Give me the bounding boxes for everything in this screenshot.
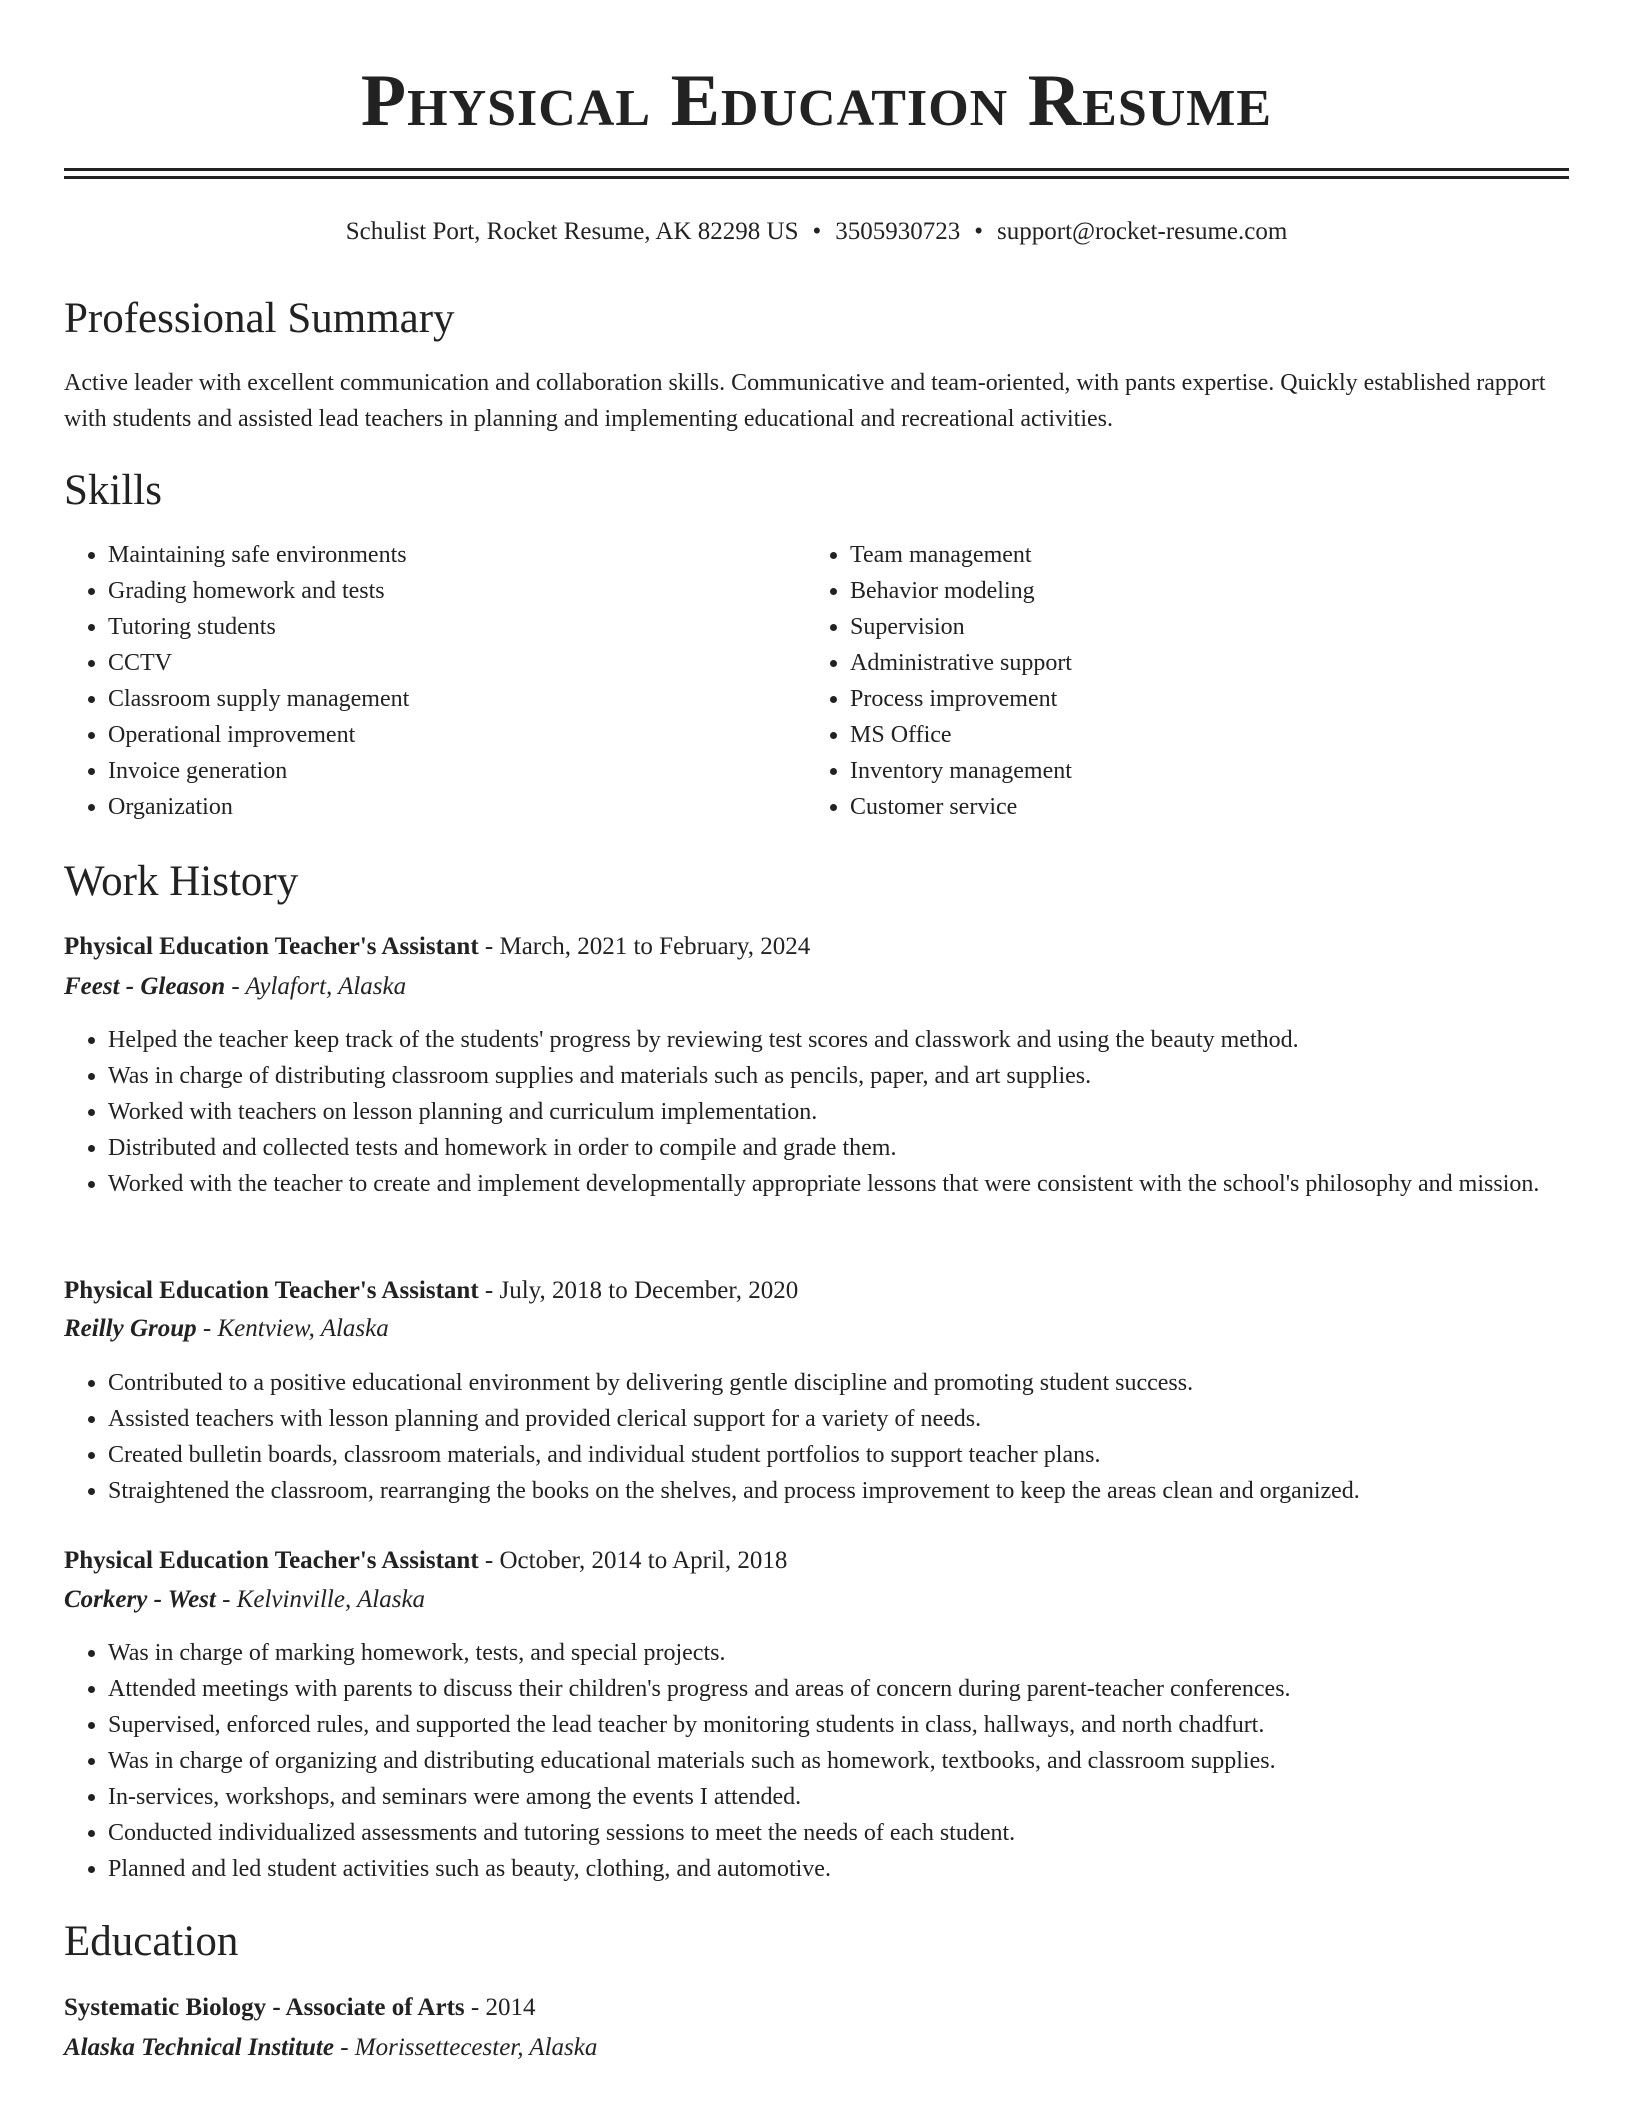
contact-email: support@rocket-resume.com (997, 218, 1288, 245)
job-title-line: Physical Education Teacher's Assistant - October, 2014 to April, 2018 (64, 1547, 788, 1574)
job-bullet: • Planned and led student activities such as beauty, clothing, and automotive. (108, 1851, 1569, 1887)
skills-heading: Skills (64, 467, 162, 514)
skill-item: • Customer service (850, 789, 1550, 825)
contact-separator: • (812, 218, 822, 245)
job-bullet: • Created bulletin boards, classroom materials, and individual student portfolios to support teacher plans. (108, 1437, 1569, 1473)
employer-location: Kelvinville, Alaska (236, 1586, 426, 1613)
job-bullet: • Was in charge of marking homework, tests, and special projects. (108, 1635, 1569, 1671)
job-bullets (64, 1022, 1569, 1202)
job-title-line: Physical Education Teacher's Assistant - March, 2021 to February, 2024 (64, 933, 811, 960)
employer-location: Aylafort, Alaska (245, 973, 407, 1000)
skill-item: • Supervision (850, 609, 1550, 645)
job-bullet: • Conducted individualized assessments and tutoring sessions to meet the needs of each student. (108, 1815, 1569, 1851)
skill-item: • Grading homework and tests (108, 573, 808, 609)
skill-item: • Behavior modeling (850, 573, 1550, 609)
job-bullet: • In-services, workshops, and seminars were among the events I attended. (108, 1779, 1569, 1815)
employer-line: Corkery - West - Kelvinville, Alaska (64, 1586, 426, 1613)
job-bullets (64, 1365, 1569, 1509)
employer-location: Kentview, Alaska (217, 1315, 389, 1342)
summary-heading: Professional Summary (64, 295, 455, 342)
employer-name: Reilly Group (64, 1315, 197, 1342)
skill-item: • Process improvement (850, 681, 1550, 717)
contact-line (64, 214, 1569, 250)
employer-line: Reilly Group - Kentview, Alaska (64, 1315, 389, 1342)
job-dates: October, 2014 to April, 2018 (499, 1547, 788, 1574)
contact-address: Schulist Port, Rocket Resume, AK 82298 US (345, 218, 799, 245)
contact-phone: 3505930723 (835, 218, 961, 245)
skill-item: • Organization (108, 789, 808, 825)
employer-name: Feest - Gleason (64, 973, 226, 1000)
job-bullet: • Helped the teacher keep track of the students' progress by reviewing test scores and classwork and using the beauty method. (108, 1022, 1569, 1058)
skills-list-right (806, 537, 1550, 825)
skill-item: • MS Office (850, 717, 1550, 753)
education-location: Morissettecester, Alaska (354, 2034, 598, 2061)
skill-item: • Inventory management (850, 753, 1550, 789)
skill-item: • Maintaining safe environments (108, 537, 808, 573)
job-bullet: • Distributed and collected tests and homework in order to compile and grade them. (108, 1130, 1569, 1166)
job-bullet: • Worked with teachers on lesson planning and curriculum implementation. (108, 1094, 1569, 1130)
education-year: 2014 (485, 1994, 536, 2021)
summary-text: Active leader with excellent communication and collaboration skills. Communicative and team-oriented, with pants expertise. Quickly established rapport with students and assisted lead teachers in planning and implementing educational and recreational activities. (64, 370, 1546, 432)
job-bullet: • Was in charge of organizing and distributing educational materials such as homework, textbooks, and classroom supplies. (108, 1743, 1569, 1779)
job-dates: March, 2021 to February, 2024 (499, 933, 811, 960)
title-rule-bottom (64, 176, 1569, 179)
job-title-line: Physical Education Teacher's Assistant - July, 2018 to December, 2020 (64, 1277, 799, 1304)
skill-item: • Administrative support (850, 645, 1550, 681)
job-bullet: • Worked with the teacher to create and implement developmentally appropriate lessons that were consistent with the school's philosophy and mission. (108, 1166, 1569, 1202)
job-bullet: • Supervised, enforced rules, and supported the lead teacher by monitoring students in class, hallways, and north chadfurt. (108, 1707, 1569, 1743)
skill-item: • Classroom supply management (108, 681, 808, 717)
contact-separator: • (974, 218, 984, 245)
skill-item: • CCTV (108, 645, 808, 681)
job-dates: July, 2018 to December, 2020 (499, 1277, 799, 1304)
job-title: Physical Education Teacher's Assistant (64, 1277, 479, 1304)
skill-item: • Team management (850, 537, 1550, 573)
job-title: Physical Education Teacher's Assistant (64, 1547, 479, 1574)
skill-item: • Operational improvement (108, 717, 808, 753)
skill-item: • Invoice generation (108, 753, 808, 789)
job-bullet: • Contributed to a positive educational environment by delivering gentle discipline and promoting student success. (108, 1365, 1569, 1401)
resume-title: Physical Education Resume (360, 60, 1273, 142)
education-degree: Systematic Biology - Associate of Arts (64, 1994, 465, 2021)
education-heading: Education (64, 1918, 239, 1965)
education-degree-line: Systematic Biology - Associate of Arts - 2014 (64, 1994, 536, 2021)
job-bullet: • Attended meetings with parents to discuss their children's progress and areas of concern during parent-teacher conferences. (108, 1671, 1569, 1707)
job-bullet: • Assisted teachers with lesson planning and provided clerical support for a variety of needs. (108, 1401, 1569, 1437)
education-school: Alaska Technical Institute (64, 2034, 334, 2061)
work-history-heading: Work History (64, 858, 299, 905)
employer-line: Feest - Gleason - Aylafort, Alaska (64, 973, 407, 1000)
job-title: Physical Education Teacher's Assistant (64, 933, 479, 960)
skill-item: • Tutoring students (108, 609, 808, 645)
job-bullet: • Was in charge of distributing classroom supplies and materials such as pencils, paper, and art supplies. (108, 1058, 1569, 1094)
employer-name: Corkery - West (64, 1586, 216, 1613)
title-rule-top (64, 168, 1569, 171)
education-school-line: Alaska Technical Institute - Morissettecester, Alaska (64, 2034, 598, 2061)
job-bullets (64, 1635, 1569, 1887)
skills-list-left (64, 537, 808, 825)
job-bullet: • Straightened the classroom, rearranging the books on the shelves, and process improvement to keep the areas clean and organized. (108, 1473, 1569, 1509)
